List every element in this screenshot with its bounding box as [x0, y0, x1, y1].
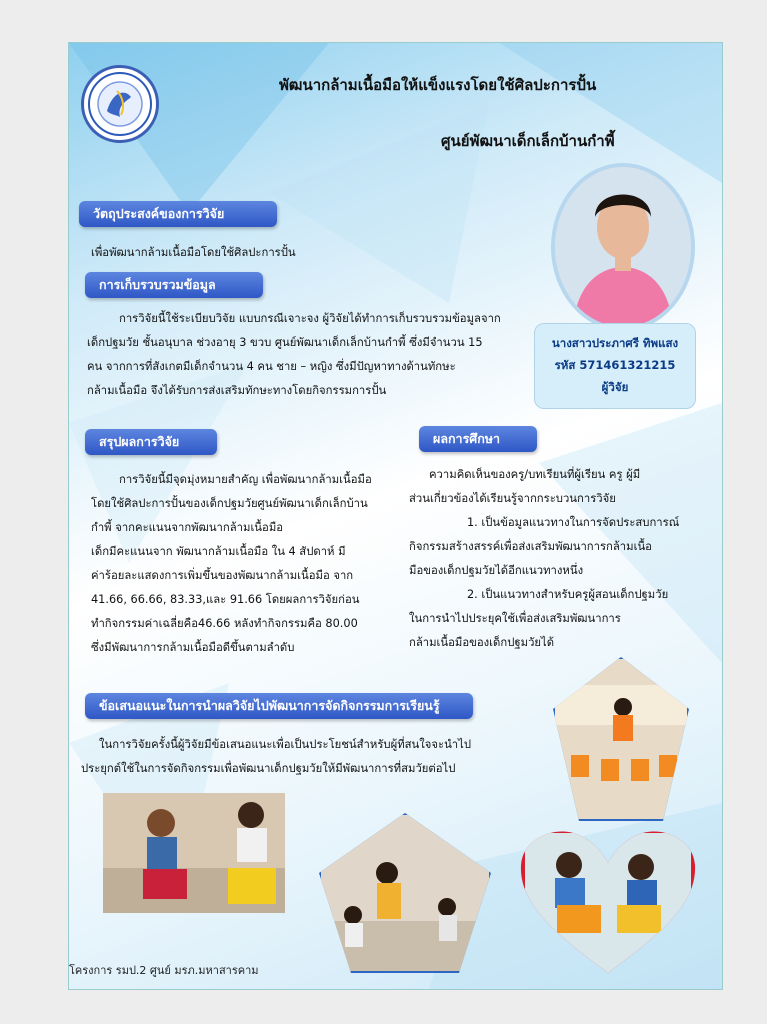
page-title: พัฒนากล้ามเนื้อมือให้แข็งแรงโดยใช้ศิลปะการปั้น [279, 76, 597, 94]
suggestion-line: ประยุกต์ใช้ในการจัดกิจกรรมเพื่อพัฒนาเด็กปฐมวัยให้มีพัฒนาการที่สมวัยต่อไป [81, 762, 456, 775]
footer-text: โครงการ รมป.2 ศูนย์ มรภ.มหาสารคาม [69, 964, 259, 977]
results-line: กล้ามเนื้อมือของเด็กปฐมวัยได้ [409, 636, 555, 649]
data-collection-line: เด็กปฐมวัย ชั้นอนุบาล ช่วงอายุ 3 ขวบ ศูนย์พัฒนาเด็กเล็กบ้านกำพี้ ซึ่งมีจำนวน 15 [87, 336, 483, 349]
suggestion-line: ในการวิจัยครั้งนี้ผู้วิจัยมีข้อเสนอแนะเพื่อเป็นประโยชน์สำหรับผู้ที่สนใจจะนำไป [99, 738, 472, 751]
page-subtitle: ศูนย์พัฒนาเด็กเล็กบ้านกำพี้ [441, 132, 615, 150]
activity-photo-teacher-group [317, 811, 493, 975]
objective-heading: วัตถุประสงค์ของการวิจัย [79, 201, 277, 227]
summary-text [91, 468, 401, 660]
researcher-id: รหัส 571461321215 [554, 358, 676, 372]
results-line: กิจกรรมสร้างสรรค์เพื่อส่งเสริมพัฒนาการกล้ามเนื้อ [409, 540, 652, 553]
results-line: 2. เป็นแนวทางสำหรับครูผู้สอนเด็กปฐมวัย [467, 588, 669, 601]
objective-text: เพื่อพัฒนากล้ามเนื้อมือโดยใช้ศิลปะการปั้น [91, 246, 296, 259]
summary-line: ค่าร้อยละแสดงการเพิ่มขึ้นของพัฒนากล้ามเนื้อมือ จาก [91, 569, 354, 582]
suggestion-heading: ข้อเสนอแนะในการนำผลวิจัยไปพัฒนาการจัดกิจกรรมการเรียนรู้ [85, 693, 473, 719]
results-line: มือของเด็กปฐมวัยได้อีกแนวทางหนึ่ง [409, 564, 584, 577]
researcher-name: นางสาวประภาศรี ทิพแสง [551, 336, 679, 350]
activity-photo-showing-work [551, 655, 691, 823]
university-seal-icon [87, 71, 153, 137]
summary-line: ซึ่งมีพัฒนาการกล้ามเนื้อมือดีขึ้นตามลำดับ [91, 641, 295, 654]
researcher-card [534, 323, 696, 409]
data-collection-line: กล้ามเนื้อมือ จึงได้รับการส่งเสริมทักษะทางโดยกิจกรรมการปั้น [87, 384, 387, 397]
university-logo [81, 65, 159, 143]
summary-line: กำพี้ จากคะแนนจากพัฒนากล้ามเนื้อมือ [91, 521, 284, 534]
data-collection-line: คน จากการที่สังเกตมีเด็กจำนวน 4 คน ชาย – หญิง ซึ่งมีปัญหาทางด้านทักษะ [87, 360, 456, 373]
results-line: ส่วนเกี่ยวข้องได้เรียนรู้จากกระบวนการวิจัย [409, 492, 616, 505]
activity-photo-children-floor [103, 793, 285, 913]
results-line: ในการนำไปประยุคใช้เพื่อส่งเสริมพัฒนาการ [409, 612, 621, 625]
activity-photo-heart-frame [517, 825, 699, 975]
data-collection-heading: การเก็บรวบรวมข้อมูล [85, 272, 263, 298]
results-heading: ผลการศึกษา [419, 426, 537, 452]
results-line: 1. เป็นข้อมูลแนวทางในการจัดประสบการณ์ [467, 516, 680, 529]
researcher-photo [551, 163, 695, 331]
summary-heading: สรุปผลการวิจัย [85, 429, 217, 455]
summary-line: เด็กมีคะแนนจาก พัฒนากล้ามเนื้อมือ ใน 4 สัปดาห์ มี [91, 545, 346, 558]
summary-line: 41.66, 66.66, 83.33,และ 91.66 โดยผลการวิจัยก่อน [91, 593, 360, 606]
data-collection-line: การวิจัยนี้ใช้ระเบียบวิจัย แบบกรณีเจาะจง ผู้วิจัยได้ทำการเก็บรวบรวมข้อมูลจาก [119, 312, 501, 325]
researcher-role: ผู้วิจัย [601, 380, 629, 394]
summary-line: โดยใช้ศิลปะการปั้นของเด็กปฐมวัยศูนย์พัฒนาเด็กเล็กบ้าน [91, 497, 368, 510]
summary-line: ทำกิจกรรมค่าเฉลี่ยคือ46.66 หลังทำกิจกรรมคือ 80.00 [91, 617, 358, 630]
data-collection-text [87, 307, 527, 403]
results-line: ความคิดเห็นของครู/บทเรียนที่ผู้เรียน ครู ผู้มี [429, 468, 641, 481]
suggestion-text [81, 733, 551, 781]
summary-line: การวิจัยนี้มีจุดมุ่งหมายสำคัญ เพื่อพัฒนากล้ามเนื้อมือ [119, 473, 372, 486]
poster [68, 42, 723, 990]
results-text [409, 463, 709, 655]
